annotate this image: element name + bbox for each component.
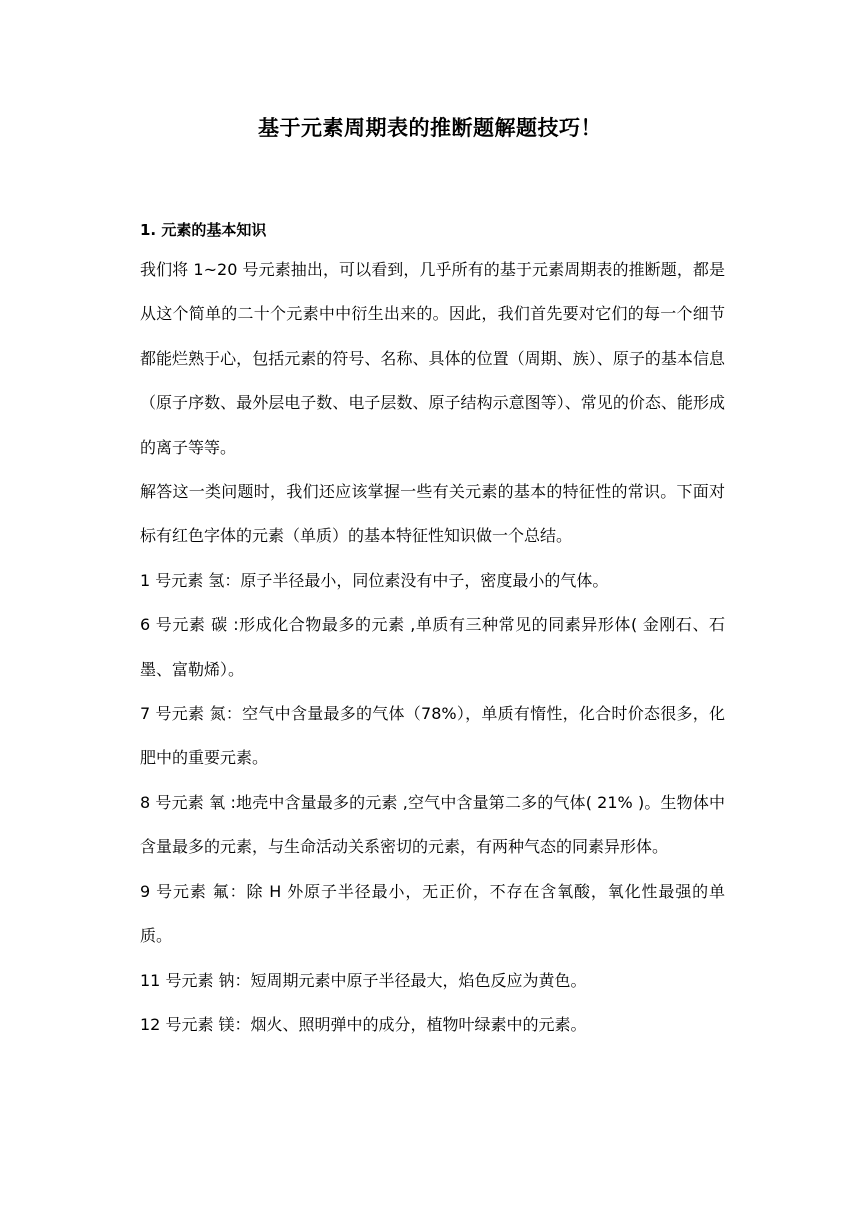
paragraph-intro: 我们将 1~20 号元素抽出，可以看到，几乎所有的基于元素周期表的推断题，都是从这个简单的二十个元素中中衍生出来的。因此，我们首先要对它们的每一个细节都能烂熟于心，包括元素的符号、名称、具体的位置（周期、族）、原子的基本信息（原子序数、最外层电子数、电子层数、原子结构示意图等）、常见的价态、能形成的离子等等。 xyxy=(140,260,725,457)
paragraph-element-11: 11 号元素 钠：短周期元素中原子半径最大，焰色反应为黄色。 xyxy=(140,970,587,990)
paragraph-element-6: 6 号元素 碳 :形成化合物最多的元素 ,单质有三种常见的同素异形体( 金刚石、石墨、富勒烯）。 xyxy=(140,615,725,679)
document-title: 基于元素周期表的推断题解题技巧！ xyxy=(258,116,602,140)
paragraph-summary: 解答这一类问题时，我们还应该掌握一些有关元素的基本的特征性的常识。下面对标有红色字体的元素（单质）的基本特征性知识做一个总结。 xyxy=(140,482,725,546)
paragraph-element-7: 7 号元素 氮：空气中含量最多的气体（78%），单质有惰性，化合时价态很多，化肥中的重要元素。 xyxy=(140,704,725,768)
paragraph-element-8: 8 号元素 氧 :地壳中含量最多的元素 ,空气中含量第二多的气体( 21% )。生物体中含量最多的元素，与生命活动关系密切的元素，有两种气态的同素异形体。 xyxy=(140,792,725,857)
body-text xyxy=(140,248,725,1047)
paragraph-element-12: 12 号元素 镁：烟火、照明弹中的成分，植物叶绿素中的元素。 xyxy=(140,1014,587,1034)
paragraph-element-1: 1 号元素 氢：原子半径最小，同位素没有中子，密度最小的气体。 xyxy=(140,570,609,590)
section-heading: 1. 元素的基本知识 xyxy=(140,221,267,239)
paragraph-element-9: 9 号元素 氟：除 H 外原子半径最小，无正价，不存在含氧酸，氧化性最强的单质。 xyxy=(140,881,725,946)
